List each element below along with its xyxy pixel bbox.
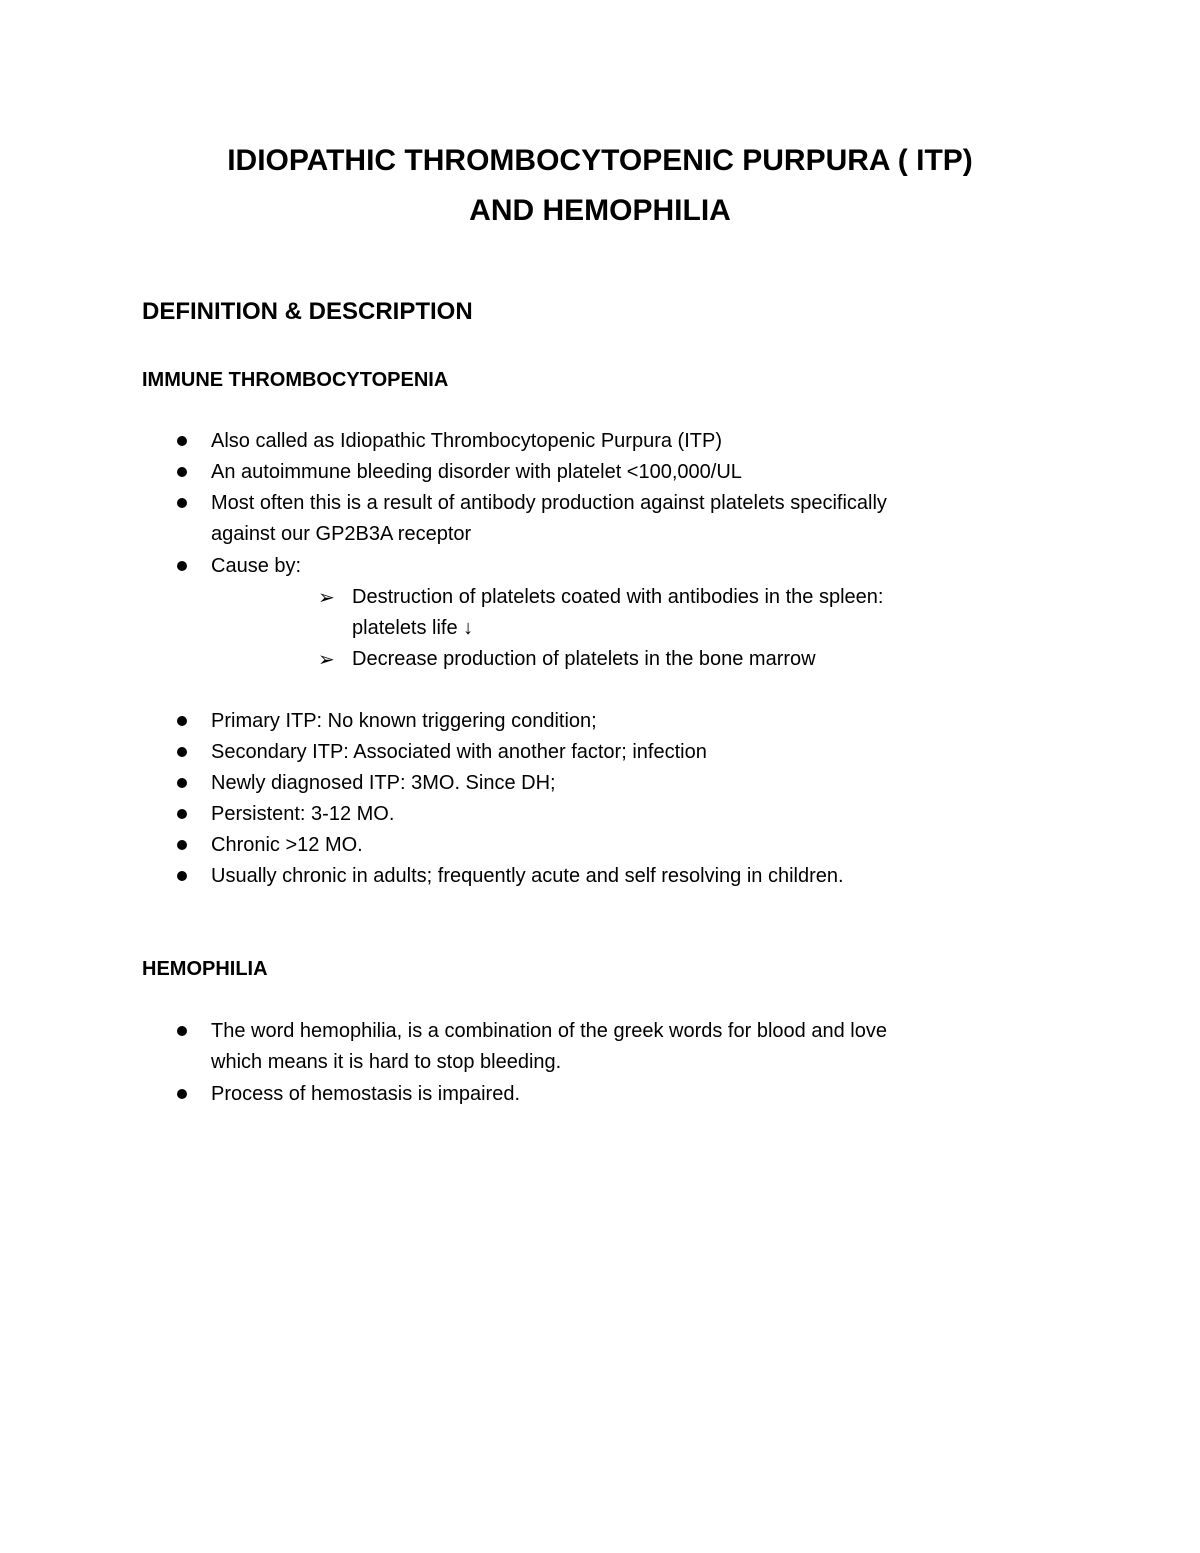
bullet-icon [177, 436, 187, 446]
document-title-line-2: AND HEMOPHILIA [469, 194, 731, 227]
bullet-icon [177, 871, 187, 881]
list-item: Process of hemostasis is impaired. [211, 1083, 521, 1105]
list-item: Primary ITP: No known triggering condition; [211, 710, 597, 732]
bullet-icon [177, 1089, 187, 1099]
sub-heading-immune-thrombocytopenia: IMMUNE THROMBOCYTOPENIA [142, 369, 449, 391]
sub-list-item-continuation: platelets life ↓ [352, 617, 474, 639]
list-item-continuation: against our GP2B3A receptor [211, 523, 472, 545]
bullet-icon [177, 778, 187, 788]
bullet-icon [177, 498, 187, 508]
list-item: An autoimmune bleeding disorder with platelet <100,000/UL [211, 461, 742, 483]
bullet-icon [177, 809, 187, 819]
bullet-icon [177, 716, 187, 726]
arrow-bullet-icon: ➢ [318, 585, 335, 609]
list-item: Persistent: 3-12 MO. [211, 803, 395, 825]
list-item: The word hemophilia, is a combination of the greek words for blood and love [211, 1020, 887, 1042]
list-item-continuation: which means it is hard to stop bleeding. [211, 1051, 562, 1073]
bullet-icon [177, 561, 187, 571]
sub-list-item: Decrease production of platelets in the bone marrow [352, 648, 816, 670]
list-item: Most often this is a result of antibody production against platelets specifically [211, 492, 887, 514]
list-item: Newly diagnosed ITP: 3MO. Since DH; [211, 772, 556, 794]
list-item: Secondary ITP: Associated with another factor; infection [211, 741, 707, 763]
list-item: Cause by: [211, 555, 302, 577]
bullet-icon [177, 840, 187, 850]
sub-heading-hemophilia: HEMOPHILIA [142, 958, 268, 980]
section-heading-definition: DEFINITION & DESCRIPTION [142, 298, 473, 325]
list-item: Chronic >12 MO. [211, 834, 363, 856]
list-item: Also called as Idiopathic Thrombocytopenic Purpura (ITP) [211, 430, 722, 452]
bullet-icon [177, 747, 187, 757]
bullet-icon [177, 467, 187, 477]
arrow-bullet-icon: ➢ [318, 647, 335, 671]
sub-list-item: Destruction of platelets coated with antibodies in the spleen: [352, 586, 884, 608]
document-title-line-1: IDIOPATHIC THROMBOCYTOPENIC PURPURA ( ITP) [227, 144, 973, 177]
list-item: Usually chronic in adults; frequently acute and self resolving in children. [211, 865, 844, 887]
bullet-icon [177, 1026, 187, 1036]
